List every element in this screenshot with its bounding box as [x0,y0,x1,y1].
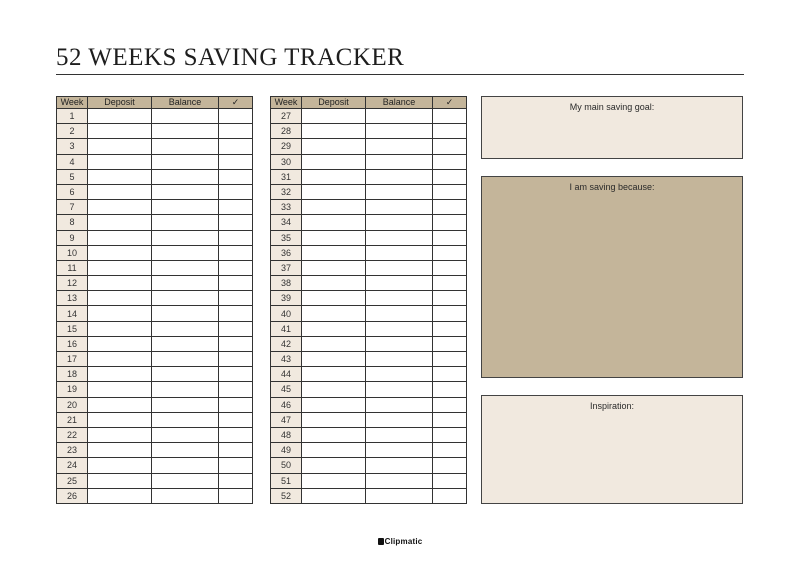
table-row [57,306,253,321]
week-number-cell: 22 [57,427,88,442]
checkmark-cell[interactable] [219,306,253,321]
table-row [271,215,467,230]
table-row [57,154,253,169]
week-number-cell: 39 [271,291,302,306]
balance-cell[interactable] [366,215,433,230]
week-number-cell: 51 [271,473,302,488]
balance-cell[interactable] [152,169,219,184]
deposit-cell[interactable] [302,109,366,124]
table-row [271,184,467,199]
week-column-header: Week [57,97,88,109]
checkmark-cell[interactable] [219,276,253,291]
table-row [271,230,467,245]
balance-cell[interactable] [366,109,433,124]
deposit-cell[interactable] [302,139,366,154]
balance-cell[interactable] [152,397,219,412]
balance-cell[interactable] [152,230,219,245]
deposit-cell[interactable] [302,230,366,245]
deposit-cell[interactable] [88,321,152,336]
week-number-cell: 15 [57,321,88,336]
week-number-cell: 40 [271,306,302,321]
checkmark-cell[interactable] [433,215,467,230]
week-number-cell: 3 [57,139,88,154]
deposit-cell[interactable] [88,458,152,473]
table-row [271,382,467,397]
balance-cell[interactable] [366,321,433,336]
checkmark-cell[interactable] [433,458,467,473]
table-row [271,245,467,260]
week-number-cell: 35 [271,230,302,245]
checkmark-cell[interactable] [433,276,467,291]
balance-cell[interactable] [152,215,219,230]
table-row [57,427,253,442]
balance-cell[interactable] [152,139,219,154]
deposit-cell[interactable] [88,154,152,169]
week-number-cell: 49 [271,443,302,458]
week-number-cell: 20 [57,397,88,412]
week-column-header: Week [271,97,302,109]
table-row [271,124,467,139]
week-number-cell: 29 [271,139,302,154]
balance-cell[interactable] [152,443,219,458]
table-row [57,230,253,245]
balance-cell[interactable] [366,245,433,260]
balance-cell[interactable] [152,124,219,139]
balance-cell[interactable] [152,245,219,260]
balance-cell[interactable] [152,291,219,306]
saving-reason-box[interactable] [481,176,743,378]
deposit-cell[interactable] [88,488,152,503]
checkmark-cell[interactable] [433,367,467,382]
balance-cell[interactable] [366,306,433,321]
table-row [271,276,467,291]
tracker-table-weeks-27-52 [270,96,467,504]
tracker-table-weeks-1-26 [56,96,253,504]
checkmark-cell[interactable] [433,397,467,412]
deposit-cell[interactable] [88,109,152,124]
checkmark-cell[interactable] [219,200,253,215]
deposit-cell[interactable] [302,306,366,321]
table-row [57,109,253,124]
balance-cell[interactable] [366,260,433,275]
table-row [57,291,253,306]
saving-reason-label: I am saving because: [569,182,655,192]
table-row [57,473,253,488]
deposit-cell[interactable] [302,276,366,291]
week-number-cell: 14 [57,306,88,321]
table-row [271,488,467,503]
deposit-cell[interactable] [88,367,152,382]
brand-footer [0,537,800,546]
deposit-cell[interactable] [88,200,152,215]
week-number-cell: 33 [271,200,302,215]
week-number-cell: 27 [271,109,302,124]
checkmark-cell[interactable] [219,169,253,184]
deposit-cell[interactable] [88,169,152,184]
checkmark-cell[interactable] [219,260,253,275]
table-row [271,139,467,154]
table-row [271,154,467,169]
table-header-row [57,97,253,109]
deposit-cell[interactable] [302,352,366,367]
deposit-cell[interactable] [88,124,152,139]
balance-cell[interactable] [152,427,219,442]
table-row [57,397,253,412]
table-row [57,458,253,473]
deposit-cell[interactable] [88,139,152,154]
deposit-cell[interactable] [302,215,366,230]
balance-cell[interactable] [152,352,219,367]
checkmark-cell[interactable] [219,427,253,442]
brand-logo-icon [378,538,384,545]
balance-cell[interactable] [152,488,219,503]
week-number-cell: 21 [57,412,88,427]
deposit-cell[interactable] [88,336,152,351]
balance-cell[interactable] [366,382,433,397]
week-number-cell: 2 [57,124,88,139]
table-row [57,260,253,275]
checkmark-cell[interactable] [219,124,253,139]
table-row [271,397,467,412]
checkmark-cell[interactable] [219,443,253,458]
checkmark-cell[interactable] [219,382,253,397]
balance-cell[interactable] [152,473,219,488]
week-number-cell: 45 [271,382,302,397]
balance-cell[interactable] [366,397,433,412]
table-row [271,260,467,275]
week-number-cell: 26 [57,488,88,503]
checkmark-cell[interactable] [433,154,467,169]
checkmark-cell[interactable] [219,488,253,503]
checkmark-cell[interactable] [433,336,467,351]
table-row [271,336,467,351]
week-number-cell: 42 [271,336,302,351]
checkmark-cell[interactable] [433,321,467,336]
table-row [271,321,467,336]
week-number-cell: 4 [57,154,88,169]
week-number-cell: 8 [57,215,88,230]
checkmark-cell[interactable] [219,397,253,412]
table-row [57,215,253,230]
tracker-table-body [57,109,253,504]
deposit-column-header: Deposit [302,97,366,109]
checkmark-cell[interactable] [433,109,467,124]
deposit-cell[interactable] [302,260,366,275]
week-number-cell: 6 [57,184,88,199]
table-row [57,139,253,154]
balance-cell[interactable] [366,154,433,169]
balance-cell[interactable] [152,109,219,124]
balance-cell[interactable] [366,276,433,291]
table-row [57,382,253,397]
week-number-cell: 16 [57,336,88,351]
checkmark-cell[interactable] [219,230,253,245]
table-row [271,458,467,473]
balance-cell[interactable] [366,352,433,367]
week-number-cell: 41 [271,321,302,336]
deposit-cell[interactable] [88,443,152,458]
deposit-cell[interactable] [88,230,152,245]
week-number-cell: 46 [271,397,302,412]
checkmark-cell[interactable] [219,215,253,230]
balance-cell[interactable] [366,230,433,245]
checkmark-cell[interactable] [433,427,467,442]
checkmark-cell[interactable] [219,154,253,169]
tracker-table-body [271,109,467,504]
balance-cell[interactable] [366,488,433,503]
checkmark-cell[interactable] [433,139,467,154]
balance-cell[interactable] [366,443,433,458]
balance-cell[interactable] [366,291,433,306]
deposit-column-header: Deposit [88,97,152,109]
week-number-cell: 31 [271,169,302,184]
deposit-cell[interactable] [302,397,366,412]
table-row [271,291,467,306]
week-number-cell: 32 [271,184,302,199]
week-number-cell: 1 [57,109,88,124]
deposit-cell[interactable] [302,382,366,397]
week-number-cell: 18 [57,367,88,382]
table-row [271,367,467,382]
deposit-cell[interactable] [302,321,366,336]
balance-cell[interactable] [366,427,433,442]
week-number-cell: 9 [57,230,88,245]
table-header-row [271,97,467,109]
balance-cell[interactable] [366,139,433,154]
table-row [57,321,253,336]
balance-cell[interactable] [152,336,219,351]
table-row [57,169,253,184]
table-row [271,443,467,458]
deposit-cell[interactable] [302,169,366,184]
balance-cell[interactable] [366,458,433,473]
deposit-cell[interactable] [302,473,366,488]
brand-name: Clipmatic [384,537,423,546]
checkmark-cell[interactable] [219,109,253,124]
table-row [57,336,253,351]
week-number-cell: 44 [271,367,302,382]
checkmark-cell[interactable] [433,473,467,488]
saving-goal-box[interactable] [481,96,743,159]
week-number-cell: 50 [271,458,302,473]
week-number-cell: 24 [57,458,88,473]
deposit-cell[interactable] [302,412,366,427]
week-number-cell: 13 [57,291,88,306]
checkmark-cell[interactable] [219,184,253,199]
balance-cell[interactable] [152,154,219,169]
deposit-cell[interactable] [88,397,152,412]
table-row [57,352,253,367]
deposit-cell[interactable] [88,412,152,427]
table-row [57,443,253,458]
deposit-cell[interactable] [88,427,152,442]
week-number-cell: 11 [57,260,88,275]
checkmark-cell[interactable] [433,306,467,321]
checkmark-cell[interactable] [433,352,467,367]
checkmark-cell[interactable] [433,169,467,184]
table-row [57,276,253,291]
checkmark-cell[interactable] [219,291,253,306]
week-number-cell: 28 [271,124,302,139]
deposit-cell[interactable] [302,291,366,306]
week-number-cell: 12 [57,276,88,291]
page-title: 52 WEEKS SAVING TRACKER [56,44,405,71]
balance-cell[interactable] [152,306,219,321]
table-row [271,352,467,367]
balance-cell[interactable] [366,367,433,382]
week-number-cell: 34 [271,215,302,230]
balance-cell[interactable] [152,321,219,336]
table-row [57,200,253,215]
balance-cell[interactable] [152,200,219,215]
table-row [271,200,467,215]
table-row [57,367,253,382]
checkmark-cell[interactable] [433,230,467,245]
week-number-cell: 7 [57,200,88,215]
balance-cell[interactable] [366,169,433,184]
table-row [271,427,467,442]
deposit-cell[interactable] [88,382,152,397]
checkmark-cell[interactable] [433,291,467,306]
checkmark-cell[interactable] [219,245,253,260]
balance-cell[interactable] [152,367,219,382]
table-row [271,473,467,488]
title-divider [56,74,744,75]
deposit-cell[interactable] [88,245,152,260]
checkmark-cell[interactable] [433,488,467,503]
table-row [271,169,467,184]
deposit-cell[interactable] [302,336,366,351]
deposit-cell[interactable] [302,154,366,169]
deposit-cell[interactable] [302,200,366,215]
checkmark-cell[interactable] [433,200,467,215]
deposit-cell[interactable] [88,184,152,199]
table-row [57,245,253,260]
week-number-cell: 30 [271,154,302,169]
checkmark-cell[interactable] [219,412,253,427]
week-number-cell: 17 [57,352,88,367]
balance-cell[interactable] [152,382,219,397]
deposit-cell[interactable] [88,260,152,275]
balance-cell[interactable] [366,124,433,139]
balance-column-header: Balance [366,97,433,109]
balance-cell[interactable] [366,336,433,351]
table-row [57,488,253,503]
checkmark-cell[interactable] [433,412,467,427]
week-number-cell: 10 [57,245,88,260]
balance-cell[interactable] [152,260,219,275]
week-number-cell: 23 [57,443,88,458]
balance-cell[interactable] [366,184,433,199]
deposit-cell[interactable] [302,458,366,473]
checkmark-cell[interactable] [433,184,467,199]
checkmark-cell[interactable] [433,443,467,458]
checkmark-cell[interactable] [219,336,253,351]
checkmark-cell[interactable] [219,321,253,336]
deposit-cell[interactable] [88,352,152,367]
deposit-cell[interactable] [88,276,152,291]
week-number-cell: 38 [271,276,302,291]
week-number-cell: 43 [271,352,302,367]
table-row [57,412,253,427]
week-number-cell: 25 [57,473,88,488]
deposit-cell[interactable] [302,443,366,458]
table-row [271,109,467,124]
deposit-cell[interactable] [302,488,366,503]
week-number-cell: 48 [271,427,302,442]
table-row [57,184,253,199]
inspiration-box[interactable] [481,395,743,504]
deposit-cell[interactable] [302,124,366,139]
checkmark-cell[interactable] [433,260,467,275]
balance-cell[interactable] [152,458,219,473]
week-number-cell: 52 [271,488,302,503]
checkmark-cell[interactable] [433,245,467,260]
checkmark-cell[interactable] [433,124,467,139]
checkmark-cell[interactable] [219,367,253,382]
checkmark-cell[interactable] [219,458,253,473]
balance-column-header: Balance [152,97,219,109]
saving-goal-label: My main saving goal: [569,102,655,112]
balance-cell[interactable] [366,200,433,215]
deposit-cell[interactable] [302,184,366,199]
balance-cell[interactable] [152,412,219,427]
week-number-cell: 5 [57,169,88,184]
week-number-cell: 19 [57,382,88,397]
inspiration-label: Inspiration: [589,401,635,411]
balance-cell[interactable] [152,276,219,291]
week-number-cell: 37 [271,260,302,275]
deposit-cell[interactable] [88,215,152,230]
checkmark-cell[interactable] [219,352,253,367]
deposit-cell[interactable] [302,427,366,442]
week-number-cell: 36 [271,245,302,260]
deposit-cell[interactable] [302,367,366,382]
table-row [57,124,253,139]
balance-cell[interactable] [366,473,433,488]
deposit-cell[interactable] [302,245,366,260]
week-number-cell: 47 [271,412,302,427]
table-row [271,412,467,427]
balance-cell[interactable] [366,412,433,427]
deposit-cell[interactable] [88,291,152,306]
checkmark-cell[interactable] [219,139,253,154]
checkmark-column-header: ✓ [433,97,467,109]
deposit-cell[interactable] [88,473,152,488]
table-row [271,306,467,321]
deposit-cell[interactable] [88,306,152,321]
checkmark-cell[interactable] [219,473,253,488]
checkmark-column-header: ✓ [219,97,253,109]
checkmark-cell[interactable] [433,382,467,397]
balance-cell[interactable] [152,184,219,199]
